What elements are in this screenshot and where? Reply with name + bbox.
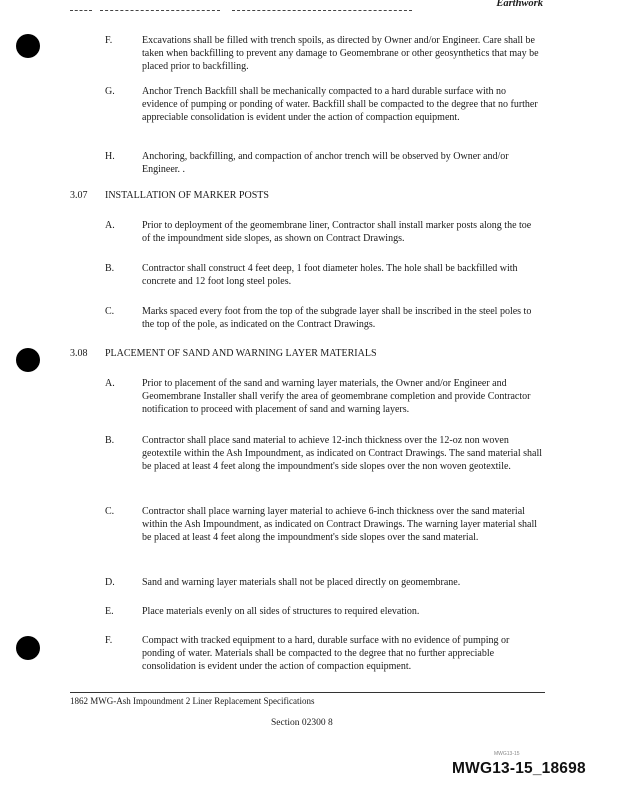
item-letter: B. xyxy=(105,263,115,274)
header-rule-right xyxy=(232,10,412,11)
header-rule-left xyxy=(70,10,92,11)
item-text: Compact with tracked equipment to a hard, durable surface with no evidence of pumping or ponding of water. Materials shall be compacted to the degree that no further appreciable consolidation is evident under the action of compaction equipment. xyxy=(142,635,510,673)
bates-stamp-id: MWG13-15_18698 xyxy=(452,760,586,777)
item-letter: H. xyxy=(105,151,115,162)
item-text: Anchor Trench Backfill shall be mechanically compacted to a hard durable surface with no evidence of pumping or ponding of water. Backfill shall be compacted to the degree that no further appreciable consolidation is evident under the action of compaction equipment. xyxy=(142,86,538,124)
header-title: Earthwork xyxy=(496,0,543,9)
item-letter: C. xyxy=(105,306,115,317)
item-letter: E. xyxy=(105,606,114,617)
section-number: 3.07 xyxy=(70,190,88,201)
item-letter: G. xyxy=(105,86,115,97)
item-text: Contractor shall construct 4 feet deep, 1 foot diameter holes. The hole shall be backfilled with concrete and 12 foot long steel poles. xyxy=(142,263,518,288)
item-text: Contractor shall place warning layer material to achieve 6-inch thickness over the sand material within the Ash Impoundment, as indicated on Contract Drawings. The warning layer material shall be placed at least 4 feet along the impoundment's side slopes over the sand material. xyxy=(142,506,537,544)
item-letter: F. xyxy=(105,35,113,46)
item-letter: D. xyxy=(105,577,115,588)
punch-hole-middle xyxy=(16,348,40,372)
item-letter: A. xyxy=(105,220,115,231)
footer-rule xyxy=(70,692,545,693)
footer-section-page: Section 02300 8 xyxy=(271,718,333,728)
item-letter: C. xyxy=(105,506,115,517)
footer-spec-title: 1862 MWG-Ash Impoundment 2 Liner Replacement Specifications xyxy=(70,696,315,706)
item-text: Contractor shall place sand material to achieve 12-inch thickness over the 12-oz non woven geotextile within the Ash Impoundment, as indicated on Contract Drawings. The sand material shall be placed at least 4 feet along the impoundment's side slopes over the non woven geotextile. xyxy=(142,435,543,473)
item-text: Place materials evenly on all sides of structures to required elevation. xyxy=(142,606,420,617)
item-letter: A. xyxy=(105,378,115,389)
item-letter: F. xyxy=(105,635,113,646)
section-title: INSTALLATION OF MARKER POSTS xyxy=(105,190,269,201)
item-text: Prior to deployment of the geomembrane liner, Contractor shall install marker posts along the toe of the impoundment side slopes, as shown on Contract Drawings. xyxy=(142,220,532,245)
header-rule-mid xyxy=(100,10,220,11)
punch-hole-bottom xyxy=(16,636,40,660)
item-text: Excavations shall be filled with trench spoils, as directed by Owner and/or Engineer. Care shall be taken when backfilling to prevent any damage to Geomembrane or other geosynthetics that may be placed prior to backfilling. xyxy=(142,35,539,73)
item-text: Prior to placement of the sand and warning layer materials, the Owner and/or Engineer and Geomembrane Installer shall verify the area of geomembrane completion and provide Contractor notification to proceed with placement of sand and warning layers. xyxy=(142,378,531,416)
item-text: Anchoring, backfilling, and compaction of anchor trench will be observed by Owner and/or Engineer. . xyxy=(142,151,509,176)
stamp-small-label: MWG13-15 xyxy=(494,751,520,757)
section-number: 3.08 xyxy=(70,348,88,359)
section-title: PLACEMENT OF SAND AND WARNING LAYER MATERIALS xyxy=(105,348,377,359)
item-letter: B. xyxy=(105,435,115,446)
item-text: Sand and warning layer materials shall not be placed directly on geomembrane. xyxy=(142,577,461,588)
punch-hole-top xyxy=(16,34,40,58)
item-text: Marks spaced every foot from the top of the subgrade layer shall be inscribed in the steel poles to the top of the pole, as indicated on the Contract Drawings. xyxy=(142,306,532,331)
